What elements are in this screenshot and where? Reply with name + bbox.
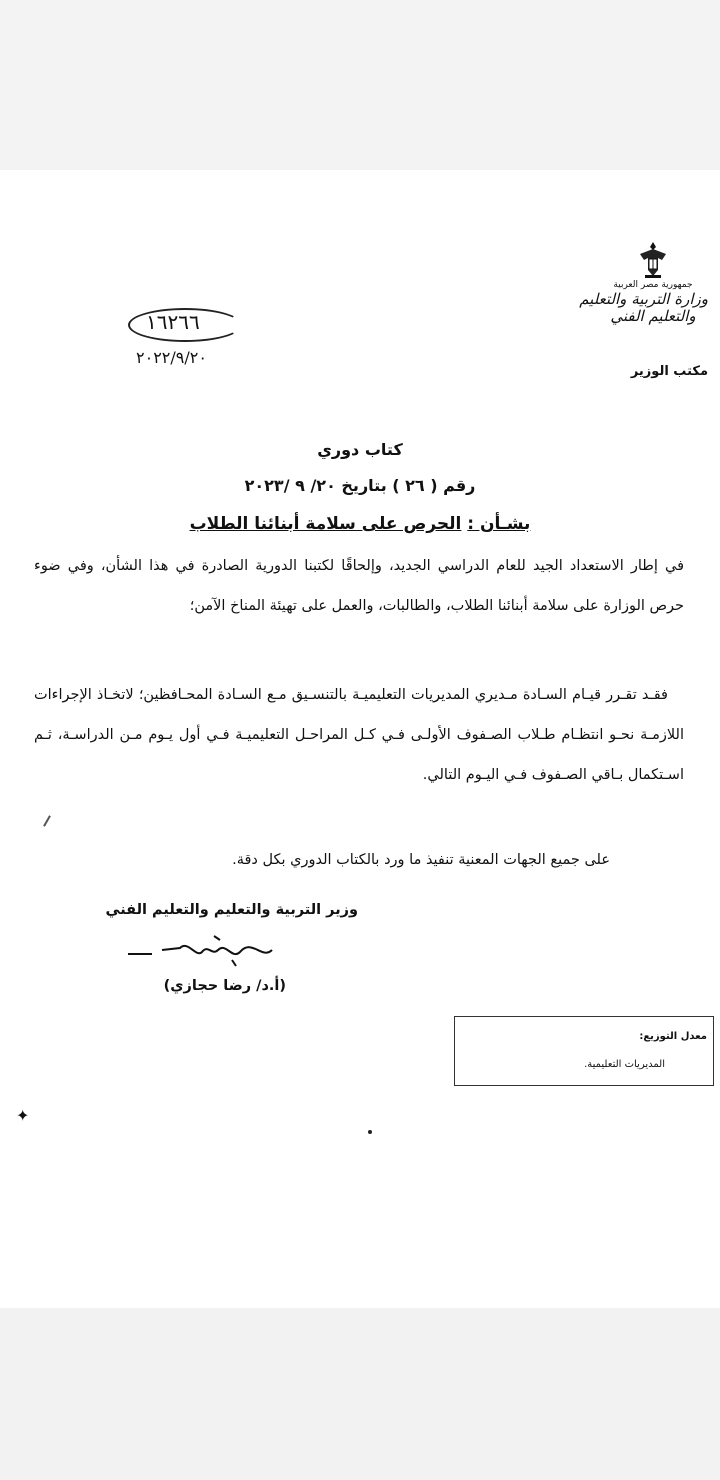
scan-scratch bbox=[43, 815, 51, 826]
office-label: مكتب الوزير bbox=[630, 364, 708, 379]
incoming-stamp bbox=[128, 296, 248, 376]
republic-label: جمهورية مصر العربية bbox=[613, 280, 693, 290]
minister-name: (أ.د/ رضا حجازي) bbox=[163, 978, 286, 994]
body-paragraph-3: على جميع الجهات المعنية تنفيذ ما ورد بالكتاب الدوري بكل دقة. bbox=[232, 852, 610, 868]
distribution-heading: معدل التوزيع: bbox=[639, 1031, 707, 1042]
letterhead bbox=[579, 240, 708, 325]
ministry-name-line2: والتعليم الفني bbox=[610, 307, 696, 325]
scan-dot bbox=[368, 1130, 372, 1134]
ministry-name: وزارة التربية والتعليم bbox=[579, 290, 708, 308]
document-number-date: رقم ( ٢٦ ) بتاريخ ٢٠/ ٩ /٢٠٢٣ bbox=[244, 476, 476, 495]
document-type: كتاب دوري bbox=[317, 440, 403, 459]
subject-text: الحرص على سلامة أبنائنا الطلاب bbox=[189, 514, 462, 534]
document-subject bbox=[0, 514, 720, 534]
top-margin-band bbox=[0, 0, 720, 170]
distribution-box bbox=[454, 1016, 714, 1086]
bottom-margin-band bbox=[0, 1308, 720, 1480]
body-paragraph-2: فقـد تقـرر قيـام السـادة مـديري المديريات التعليميـة بالتنسـيق مـع السـادة المحـافظين؛ لاتخـاذ الإجراءات اللازمـة نحـو انتظـام طـلاب الصـفوف الأولـى فـي كـل المراحـل التعليميـة فـي أول يـوم مـن الدراسـة، ثـم اسـتكمال بـاقي الصـفوف فـي اليـوم التالي. bbox=[34, 687, 684, 783]
incoming-date: ٢٠٢٢/٩/٢٠ bbox=[136, 348, 207, 367]
distribution-item: المديريات التعليمية. bbox=[584, 1059, 665, 1070]
minister-title: وزير التربية والتعليم والتعليم الفني bbox=[105, 902, 358, 918]
incoming-number: ١٦٢٦٦ bbox=[146, 310, 200, 334]
handwritten-signature bbox=[122, 930, 282, 976]
eagle-emblem-icon bbox=[636, 240, 670, 280]
subject-label: بشـأن : bbox=[467, 514, 531, 534]
body-paragraph-1: في إطار الاستعداد الجيد للعام الدراسي الجديد، وإلحاقًا لكتبنا الدورية الصادرة في هذا الشأن، وفي ضوء حرص الوزارة على سلامة أبنائنا الطلاب، والطالبات، والعمل على تهيئة المناخ الآمن؛ bbox=[34, 558, 684, 614]
scan-speck-icon: ✦ bbox=[16, 1106, 30, 1125]
